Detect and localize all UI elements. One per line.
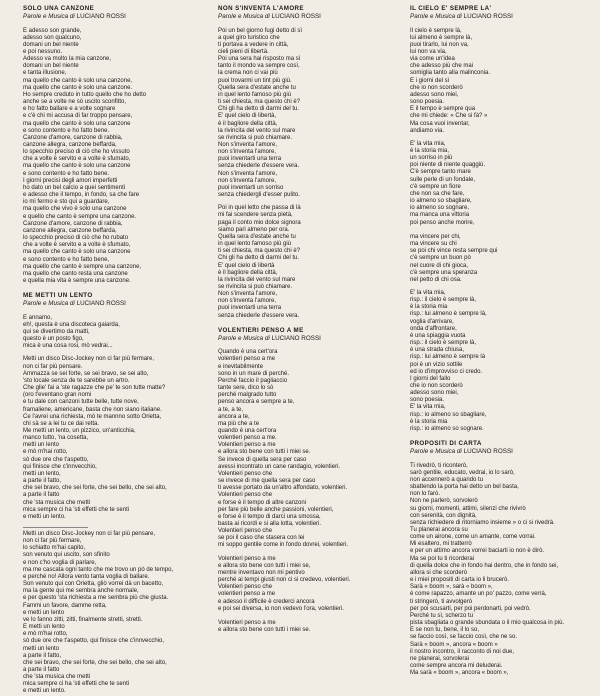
lyric-line: E metti un lento	[23, 624, 65, 631]
lyric-line: Volentieri penso a me	[218, 442, 276, 449]
lyric-line: Ti rivedrò, ti riconterò,	[410, 462, 468, 469]
song-author: LUCIANO ROSSI	[76, 13, 126, 20]
lyric-line: Non s'inventa l'amore,	[218, 142, 277, 148]
lyric-line: ma la gente qui me sembra anche normale,	[23, 588, 139, 595]
song-credits	[410, 448, 590, 457]
lyric-line: Non ne parlerò, sorvolerò	[410, 498, 478, 505]
song-title: VOLENTIERI PENSO A ME	[218, 326, 304, 334]
verse	[23, 315, 208, 351]
lyric-line: eh!, questa è una discoteca gaiarda,	[23, 321, 120, 328]
song-author: LUCIANO ROSSI	[76, 300, 126, 308]
lyric-line: c'è sempre una speranza	[410, 269, 478, 276]
lyric-line: ne planerai, sorvolerai	[410, 655, 470, 662]
lyric-line: che io non scorderò	[410, 84, 463, 91]
credit-prefix: Parole e Musica di	[218, 13, 270, 20]
lyric-line: andiamo via.	[410, 127, 445, 134]
lyric-line: E' quel cielo di libertà	[218, 262, 275, 269]
lyric-line: e sono contento e ho fatto bene.	[23, 127, 110, 134]
lyric-line: ti portava a vedere in città,	[218, 41, 289, 48]
lyric-line: E' la vita mia,	[410, 140, 446, 147]
lyric-line: Non s'inventa l'amore,	[218, 170, 277, 177]
lyric-line: se rivincita si può chiamare.	[218, 134, 293, 141]
lyric-line: il nostro incontro, il racconto di noi due,	[410, 648, 515, 655]
lyric-line: canzone allegra, canzone beffarda,	[23, 142, 117, 148]
lyric-line: e allora sto bene con tutti i miei se.	[218, 627, 311, 634]
lyric-line: sono in un mare di perché.	[218, 370, 290, 377]
lyric-line: mica sempre ci ha 'sti effetti che te senti	[23, 506, 130, 513]
lyric-line: a quel giro turistico che	[218, 34, 280, 41]
lyric-line: Che glie' fai a 'ste ragazze che pe' te son tutte matte?	[23, 385, 166, 392]
song-title: PROPOSITI DI CARTA	[410, 440, 482, 448]
lyric-line: sò due ore che t'aspetto, qui finisce che c'innvecchio,	[23, 638, 165, 645]
lyric-line: senza chiederle d'essere vera.	[218, 163, 300, 170]
lyric-line: risp.: lui almeno è sempre là,	[410, 311, 487, 318]
lyric-line: ma quello che canto è solo una canzone,	[23, 77, 133, 84]
lyric-line: Ho sempre creduto in tutto quello che ho detto	[23, 91, 147, 98]
credit-prefix: Parole e Musica di	[218, 334, 270, 342]
lyric-line: perché malgrado tutto	[218, 392, 277, 399]
lyric-line: questo è un posto figo,	[23, 336, 84, 343]
lyric-line: Perché faccio il pagliaccio	[218, 377, 288, 384]
lyric-line: volentieri penso a me.	[218, 435, 277, 442]
lyric-line: Volentieri penso che	[218, 528, 273, 535]
lyric-line: E' la vita mia,	[410, 404, 446, 411]
lyric-line: e allora sto bene con tutti i miei se.	[218, 449, 311, 456]
lyric-line: Ma cosa vuoi inventar,	[410, 120, 470, 127]
lyric-line: puoi inventarti un sorriso	[218, 184, 284, 191]
lyric-line: Volentieri penso che	[218, 584, 273, 591]
song-title: NON S'INVENTA L'AMORE	[218, 5, 304, 12]
lyric-line: Mi esaltero, mi tratterrò	[410, 541, 472, 548]
song-title: SOLO UNA CANZONE	[23, 5, 95, 12]
lyric-line: siamo pari almeno per ora.	[218, 226, 290, 233]
lyric-line: Poi un bel giorno fugi detto di sì	[218, 27, 303, 34]
lyric-line: è la storia mia	[410, 418, 448, 425]
lyric-line: a parte il fatto,	[23, 478, 62, 485]
lyric-line: qui se divertimo da matti,	[23, 328, 90, 335]
lyric-line: Quella sera d'estate anche tu	[218, 233, 296, 240]
lyric-line: se poi il caso che stasera con lei	[218, 535, 305, 542]
lyric-line: che adesso più che mai	[410, 63, 474, 70]
lyric-line: Sarà « boom », ancora « boom »	[410, 641, 498, 648]
lyric-line: lo schiatto m'hai capito,	[23, 545, 86, 552]
lyric-line: E se non tu, bene, il lo so,	[410, 627, 480, 634]
lyric-line: la rivincita del vento sul mare	[218, 127, 296, 134]
lyric-line: la crema non ci vai più	[218, 70, 278, 77]
lyric-line: e sono contento e ho fatto bene.	[23, 170, 110, 177]
lyric-line: a parte il fatto	[23, 666, 60, 673]
lyric-line: che sei bravo, che sei forte, che sei bello, che sei alto,	[23, 659, 167, 666]
lyric-line: volentieri penso a me	[218, 591, 276, 598]
lyric-line: se poi chi vince resta sempre qui	[410, 248, 498, 255]
song-author: LUCIANO ROSSI	[463, 448, 513, 456]
lyric-line: che 'sta musica che metti	[23, 674, 91, 681]
lyric-line: è il bagliore della città,	[218, 120, 278, 127]
lyric-line: puoi inventarti una terra	[218, 156, 282, 163]
lyric-line: mi soppo gentile come in fondo dovrei, volentieri.	[218, 542, 349, 549]
lyric-line: lui non va via,	[410, 48, 447, 55]
lyric-line: risp.: io almeno so sognare.	[410, 425, 484, 432]
lyric-line: Non s'inventa l'amore,	[218, 291, 277, 298]
lyric-line: nel cuore di chi gioca,	[410, 262, 469, 269]
lyric-line: e quello che canto è sempre una canzone.	[23, 213, 137, 220]
lyric-line: ti avesse portato da un'altro affondato, volentieri.	[218, 485, 348, 492]
lyric-line: metti un lento	[23, 442, 60, 449]
lyric-line: Se invece di quella sera per caso	[218, 456, 307, 463]
song-block	[410, 4, 590, 433]
lyric-line: Volentieri penso che	[218, 470, 273, 477]
verse-divider	[23, 527, 88, 528]
lyric-line: e metti un lento.	[23, 513, 66, 520]
lyric-line: risp.: io almeno so sbagliare,	[410, 411, 487, 418]
lyric-line: Volentieri penso a me	[218, 620, 276, 627]
lyric-line: poi penso anche morire,	[410, 219, 475, 226]
song-block	[410, 439, 590, 677]
lyric-line: E' la vita mia,	[410, 289, 446, 296]
lyric-line: sarò gentile, educato, vedrai, io lo sarò,	[410, 469, 515, 476]
lyric-line: E' quel cielo di libertà,	[218, 113, 277, 120]
lyric-line: è la storia mia,	[410, 148, 450, 154]
lyric-line: c'è sempre un buon pò	[410, 255, 471, 262]
lyric-line: che mi chiede: « Che si fà? »	[410, 113, 488, 120]
lyric-line: c'è sempre un fiore	[410, 183, 461, 190]
lyric-line: ti stringerò, ti avvolgerò	[410, 598, 473, 605]
lyric-line: tante sere, dico lo sò	[218, 385, 274, 392]
lyric-line: e allora sto bene con tutti i miei se,	[218, 562, 311, 569]
lyric-line: non s'inventa l'amore,	[218, 177, 276, 184]
lyric-line: E adesso son grande,	[23, 27, 82, 34]
lyric-line: Poi in quel letto che passa di là	[218, 205, 301, 212]
lyric-line: adesso son qualcuno,	[23, 34, 82, 41]
lyric-line: senza chiederle d'essere vera.	[218, 312, 300, 319]
lyric-line: con serenità, con dignità,	[410, 512, 477, 519]
lyric-line: son venuto qui uscito, son sfinito	[23, 552, 110, 559]
lyric-line: Il cielo è sempre là,	[410, 27, 462, 34]
lyric-line: come sempre ancora mi deluderai.	[410, 662, 503, 669]
lyric-line: I giorni del fallo	[410, 375, 451, 382]
verse	[218, 349, 398, 549]
lyric-line: Volentieri penso che	[218, 492, 273, 499]
lyric-line: Ma sarà « boom », ancora « boom »,	[410, 670, 509, 677]
lyric-line: a parte il fatto,	[23, 652, 62, 659]
verse	[218, 205, 398, 320]
lyric-line: quando è una cert'ora	[218, 427, 277, 434]
lyric-line: che 'sta musica che metti	[23, 499, 91, 506]
lyric-line: è il bagliore della città,	[218, 269, 278, 276]
song-title: ME METTI UN LENTO	[23, 292, 93, 300]
lyric-line: su giorni, momenti, attimi, silenzi che rivivrò	[410, 505, 526, 512]
lyric-line: E annamo,	[23, 314, 53, 321]
song-author: LUCIANO ROSSI	[463, 13, 513, 20]
verse	[23, 531, 208, 696]
lyric-line: sono poesia.	[410, 397, 445, 404]
lyrics-column-3	[410, 0, 590, 677]
lyric-line: chi sà se a lei tu ce dai retta.	[23, 420, 100, 427]
lyric-line: Adesso va molto la mia canzone,	[23, 56, 112, 63]
lyric-line: puoi inventarti una terra	[218, 305, 282, 312]
lyric-line: che a volte è servito e a volte è sfumato,	[23, 242, 131, 249]
lyric-line: e per un attimo ancora vorrei baciarti io non è dirò.	[410, 548, 545, 555]
lyric-line: Perché tu sì, scherzo tu	[410, 612, 474, 619]
lyric-line: come un airone, come un amante, come vorrai.	[410, 534, 536, 541]
lyric-line: se faccio così, se faccio così, che ne so.	[410, 634, 518, 641]
lyric-line: somiglia tanto alla malinconia.	[410, 70, 491, 77]
lyric-line: Sarà « boom », sarà « boom »,	[410, 584, 493, 591]
lyric-line: e forse è il tempo di altre canzoni	[218, 499, 307, 506]
song-credits	[218, 13, 398, 22]
lyric-line: Ma se poi tu ti ricorderai	[410, 555, 475, 562]
song-author: LUCIANO ROSSI	[271, 13, 321, 20]
lyric-line: ma manca una vittoria	[410, 212, 470, 219]
lyric-line: mi fai scendere senza pietà,	[218, 212, 293, 219]
lyric-line: ma quello che vivo è solo una canzone	[23, 206, 127, 213]
song-block	[218, 326, 398, 635]
lyric-line: e ho fatto ballare e a volte sognare	[23, 106, 116, 113]
lyric-line: e mò m'hai rotto,	[23, 449, 68, 456]
lyric-line: risp.: il cielo è sempre là,	[410, 297, 477, 304]
lyric-line: manco tutto, 'na cosetta,	[23, 435, 89, 442]
lyric-line: lo specchio preciso di ciò che ho vissuto	[23, 149, 130, 156]
lyric-line: anche se a volte ne sò uscito sconfitto,	[23, 99, 127, 106]
lyric-line: per poi scusarti, per poi perdonarti, poi vedrò.	[410, 605, 531, 612]
lyric-line: metti un lento,	[23, 470, 61, 477]
verse	[218, 556, 398, 635]
lyric-line: avessi incontrato un cane randagio, volentieri.	[218, 463, 341, 470]
lyric-line: e tanta illusione,	[23, 70, 67, 77]
lyric-line: ma quello che canto è solo una canzone.	[23, 84, 133, 91]
verse	[410, 28, 590, 135]
lyric-line: voglia d'arrivare,	[410, 318, 454, 325]
lyric-line: via come un'idea	[410, 56, 455, 63]
lyric-line: (oro t'eventano gran nomi	[23, 392, 92, 399]
lyric-line: ma più che a te	[218, 420, 260, 427]
lyric-line: e mò m'hai rotto,	[23, 631, 68, 638]
lyric-line: ancora a te,	[218, 413, 250, 420]
verse	[23, 28, 208, 286]
lyric-line: Metti un disco Disc-Jockey non ci far più fermare,	[23, 356, 155, 363]
lyric-line: e adesso che il tempo, in fondo, sa che fare	[23, 192, 140, 199]
lyric-line: non s'inventa l'amore,	[218, 149, 276, 156]
credit-prefix: Parole e Musica di	[410, 13, 462, 20]
lyric-line: io almeno so sognare,	[410, 205, 470, 212]
lyric-line: Chi gli ha detto di darmi del tu.	[218, 106, 300, 113]
verse	[410, 463, 590, 678]
lyric-line: e inevitabilmente	[218, 363, 264, 370]
verse	[218, 28, 398, 200]
lyric-line: paga il conto mio dolce signora	[218, 219, 301, 226]
lyric-line: Son venuto qui con Orietta, gliò vorrei dà un bacetto,	[23, 581, 164, 588]
lyric-line: che non sa che fare,	[410, 190, 465, 197]
lyric-line: ma quello che canto è solo una canzone	[23, 163, 131, 170]
lyric-line: risp.: lui almeno è sempre là	[410, 354, 486, 361]
lyric-line: volentieri penso a me	[218, 356, 276, 363]
lyric-line	[410, 227, 590, 234]
lyric-line: Metti un disco Disc-Jockey non ci far più pensare,	[23, 531, 156, 537]
lyric-line: Fammi un favore, damme retta,	[23, 602, 107, 609]
lyric-line: allora si che scorderò	[410, 569, 468, 576]
lyric-line: ma quello che canto è solo una canzone	[23, 249, 131, 256]
lyric-line: lo specchio preciso di ciò che ho rubato	[23, 235, 129, 242]
lyric-line: che sei bravo, che sei forte, che sei bello, che sei alto,	[23, 485, 167, 492]
lyric-line: nel petto di chi osa.	[410, 276, 462, 283]
lyric-line: puoi trovarmi un tint più giù.	[218, 77, 292, 84]
lyric-line: se rivincita si può chiamare.	[218, 283, 293, 290]
lyric-line: mentre inventavo non mi pentivo	[218, 569, 305, 576]
lyric-line: io mi fermo e sto qui a guardare,	[23, 199, 110, 206]
lyric-line: non accennerò a quando tu	[410, 476, 484, 483]
lyric-line: e sono contento e ho fatto bene,	[23, 256, 110, 263]
lyric-line: mica sempre ci ha 'sti effetti che te senti	[23, 681, 130, 688]
lyric-line: sbattendo la porta hai detto un bel basta,	[410, 484, 519, 491]
lyric-line: ma quello che canto è solo una canzone	[23, 120, 131, 127]
song-block	[23, 291, 208, 695]
lyric-line: è la storia mia	[410, 304, 448, 311]
lyric-line: framaliene, americane, basta che non siano italiane.	[23, 406, 162, 413]
lyric-line: ve lo fanno zitti, zitti, finalmente stretti, stretti.	[23, 616, 143, 623]
lyric-line: Chi gli ha detto di darmi del tu.	[218, 255, 300, 262]
lyric-line: e c'è chi mi accusa di far troppo pensare,	[23, 113, 133, 120]
lyric-line: e per questo 'sta richiesta a me sembra più che giusta.	[23, 595, 169, 602]
lyric-line: E il tempo è sempre qua	[410, 106, 476, 113]
lyric-line: e non c'ho voglia di parlare,	[23, 559, 97, 566]
lyric-line: in quel lento famoso più giù	[218, 91, 292, 98]
credit-prefix: Parole e Musica di	[410, 448, 462, 456]
lyrics-column-2	[218, 0, 398, 634]
lyric-line: adesso sono miei,	[410, 390, 459, 397]
lyric-line: risp.: il cielo è sempre là,	[410, 340, 477, 347]
lyric-line: non lo farò.	[410, 491, 441, 498]
lyric-line: E i giorni del sì	[410, 77, 450, 84]
lyric-line: e tu dale con canzoni tutte belle, tutte nove,	[23, 399, 139, 406]
lyric-line: canzone allegra, canzone beffarda,	[23, 227, 117, 234]
song-block	[218, 4, 398, 320]
verse	[410, 290, 590, 433]
lyric-line: C'è sempre tanto mare	[410, 169, 471, 176]
lyric-line: Quando è una cert'ora	[218, 349, 278, 356]
lyric-line: I giorni precisi degli amori imperfetti	[23, 177, 118, 184]
lyric-line: penso ancora e sempre a te,	[218, 399, 295, 406]
lyric-line: che a volte è servito e a volte è sfumato,	[23, 156, 131, 163]
lyric-line: senza chiedergli d'esser pulito.	[218, 192, 300, 199]
lyric-line: se invece di me quella sera per caso	[218, 478, 316, 485]
verse	[23, 356, 208, 521]
lyric-line: Ammazza se sei forte, se sei bravo, se sei alto,	[23, 370, 149, 377]
lyric-line: Ce l'avrei una richiesta, mò te mannno sotto Orietta,	[23, 413, 162, 420]
lyric-line: poi niente di niente quaggiù.	[410, 162, 486, 169]
lyric-line: ma quello che canto resta una canzone	[23, 270, 128, 277]
lyric-line: perché ai tempi giusti non ci si credevo, volentieri.	[218, 577, 351, 584]
lyric-line: non ci far più fermare,	[23, 538, 82, 545]
song-title: IL CIELO E' SEMPRE LA'	[410, 5, 492, 12]
credit-prefix: Parole e Musica di	[23, 13, 75, 20]
lyric-line: in quel lento famoso più giù	[218, 241, 292, 248]
lyric-line: ma vincere su chi	[410, 241, 457, 248]
lyric-line: tanto il mondo va sempre così,	[218, 63, 300, 70]
lyric-line: è una spiaggia vuota	[410, 332, 466, 339]
lyric-line: è come rapazzo, amante un po' pazzo, come verrà,	[410, 591, 547, 598]
song-credits	[218, 335, 398, 344]
lyric-line: ed io d'improvviso ci credo.	[410, 368, 483, 375]
credit-prefix: Parole e Musica di	[23, 300, 75, 308]
lyric-line: non s'inventa l'amore,	[218, 298, 276, 305]
song-credits	[23, 300, 208, 309]
lyric-line: e adesso il difficile è crederci ancora	[218, 598, 315, 605]
lyric-line: e poi sei diversa, io non vedevo l'ora, volentieri.	[218, 605, 344, 612]
lyric-line: domani un bel niente	[23, 41, 79, 48]
lyric-line: domani un bel niente	[23, 63, 79, 70]
lyric-line: pista sbagliata o grande sbundata o il mio qualcosa in più.	[410, 620, 565, 627]
lyric-line: non ci far più pensare.	[23, 363, 83, 370]
song-credits	[23, 13, 208, 22]
lyric-line: che io non scorderò	[410, 383, 463, 389]
lyric-line: Volentieri penso a me	[218, 555, 276, 562]
lyric-line: adesso sono miei,	[410, 91, 459, 98]
lyric-line: e metti un lento.	[23, 688, 66, 695]
lyric-line: mica è una cosa rosi, mò vedrai...	[23, 343, 113, 350]
lyric-line: basta ai ricordi e si alla lotta, volentieri.	[218, 521, 322, 527]
verse	[410, 141, 590, 284]
lyric-line: sulle perle di un fondale,	[410, 176, 476, 183]
lyric-line: io almeno so sbagliare,	[410, 198, 472, 205]
lyric-line: ma me cascata ogni tanto che me trovo un pò de tempo,	[23, 566, 174, 573]
lyric-line: onda d'affrontare,	[410, 325, 457, 332]
lyric-line: Me metti un lento, un pizzico, un'anticchia,	[23, 427, 136, 434]
lyric-line: Canzone d'amore, canzone di rabbia,	[23, 134, 123, 141]
lyric-line: puoi tirarlo, lui non va,	[410, 41, 469, 48]
lyric-line: la rivincita del vento sul mare	[218, 276, 296, 283]
lyric-line: a parte il fatto	[23, 492, 60, 499]
lyric-line: ho dato un bel calcio a quei sentimenti	[23, 184, 126, 191]
song-credits	[410, 13, 590, 22]
lyric-line: e poi nessuno.	[23, 48, 63, 55]
song-author: LUCIANO ROSSI	[271, 334, 321, 342]
lyrics-column-1	[23, 0, 208, 695]
lyric-line: e i miei propositi di carta io li brucerò.	[410, 577, 510, 584]
lyric-line: e metti un lento	[23, 609, 65, 616]
lyric-line: è una strada chiusa,	[410, 347, 465, 354]
lyric-line: ma quello che canto è sempre una canzone,	[23, 263, 142, 270]
lyric-line: Quella sera d'estate anche tu	[218, 84, 296, 91]
lyric-line: un sorriso in più	[410, 155, 453, 162]
lyric-line: lui almeno è sempre là,	[410, 34, 473, 41]
lyric-line: ti sei chiesta, ma questo chi è?	[218, 99, 301, 106]
lyric-line: e quella mia vita è sempre una canzone.	[23, 277, 131, 284]
lyric-line: ma vincere per chi,	[410, 233, 461, 240]
song-block	[23, 4, 208, 285]
lyric-line: qui finisce che c'innvecchio,	[23, 463, 97, 470]
lyric-line: metti un lento	[23, 645, 60, 652]
lyric-line: Tu planerai ancora su	[410, 527, 468, 533]
lyric-line: a te, a te,	[218, 406, 244, 413]
lyric-line: 'sto locale senza de te sarebbe un artro.	[23, 377, 130, 384]
lyric-line	[218, 613, 398, 620]
lyric-line: Poi una sera hai risposto ma sì	[218, 56, 301, 63]
lyric-line: sono poesia.	[410, 99, 445, 106]
lyric-line: Canzone d'amore, canzone di rabbia,	[23, 220, 123, 227]
lyric-line: cieli pieni di libertà.	[218, 48, 269, 55]
lyric-line: per fare più belle anche passioni, volentieri,	[218, 506, 334, 513]
lyric-line: ti sei chiesta, ma questo chi è?	[218, 248, 301, 255]
lyric-line: e perché no! Allora vento tanta voglia di ballare.	[23, 573, 150, 580]
lyric-line: poi è un vizio sottile	[410, 361, 463, 368]
lyric-line: e forse è il tempo di darci una smossa,	[218, 513, 321, 520]
lyric-line: senza richiedere di ritorniamo insieme » o ci si rivedrà.	[410, 519, 555, 526]
lyric-line: di quella dolce che in fondo hai dentro, che in fondo sei,	[410, 562, 559, 569]
lyric-line: sò due ore che t'aspetto,	[23, 456, 89, 463]
